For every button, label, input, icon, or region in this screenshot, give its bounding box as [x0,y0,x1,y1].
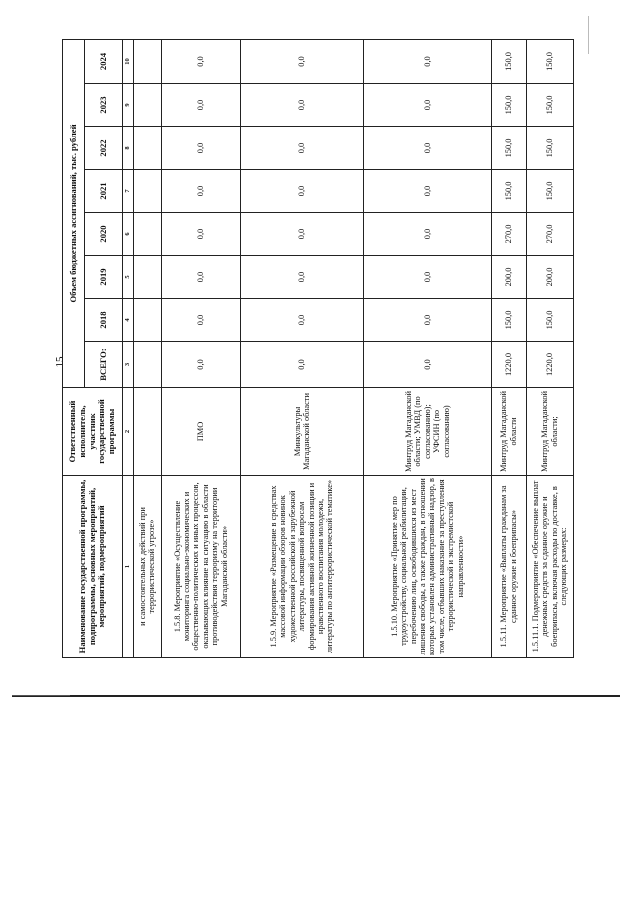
value-year: 270,0 [526,213,573,256]
value-year: 150,0 [491,39,526,83]
value-total: 0,0 [161,342,240,388]
value-total: 1220,0 [526,342,573,388]
header-year: 2024 [85,39,123,83]
value-year: 150,0 [491,299,526,342]
value-year: 200,0 [491,256,526,299]
header-executor: Ответственный исполнитель, участник государственной программы [63,388,123,476]
header-total: ВСЕГО: [85,342,123,388]
header-year: 2020 [85,213,123,256]
value-year: 150,0 [526,299,573,342]
header-year: 2023 [85,84,123,127]
row-name: и самостоятельных действий при террористической угрозе» [134,476,162,658]
value-year: 0,0 [161,299,240,342]
header-year: 2019 [85,256,123,299]
value-year: 150,0 [491,170,526,213]
table-row [134,39,162,657]
row-executor: Минкультуры Магаданской области [240,388,363,476]
value-year: 0,0 [240,170,363,213]
row-name: 1.5.8. Мероприятие «Осуществление мониторинга социально-экономических и общественно-политических и иных процессов, оказывающих влияние на ситуацию в области противодействия терроризму на территории Магаданской области» [161,476,240,658]
table-row [240,39,363,657]
value-year: 0,0 [364,127,492,170]
rotated-table-wrapper [62,40,574,658]
row-executor: Минтруд Магаданской области; [526,388,573,476]
value-year: 270,0 [491,213,526,256]
column-number: 4 [123,299,134,342]
value-year: 0,0 [161,84,240,127]
value-year: 0,0 [364,299,492,342]
budget-table [62,39,574,658]
value-year: 0,0 [240,213,363,256]
column-number: 9 [123,84,134,127]
value-year: 0,0 [161,213,240,256]
value-year [134,170,162,213]
row-name: 1.5.9. Мероприятие «Размещение в средствах массовой информации обзоров новинок художественной российской и зарубежной литературы, посвященной вопросам формирования активной жизненной позиции и нравственного воспитания молодежи, литературы по антитеррористической тематике» [240,476,363,658]
column-number: 6 [123,213,134,256]
value-year: 150,0 [491,84,526,127]
value-year [134,256,162,299]
page-divider [12,695,620,697]
page-number: 15 [54,356,66,368]
value-year: 150,0 [526,127,573,170]
column-number: 1 [123,476,134,658]
column-number: 8 [123,127,134,170]
value-year: 150,0 [526,84,573,127]
column-number: 2 [123,388,134,476]
value-year: 0,0 [240,256,363,299]
value-year: 150,0 [491,127,526,170]
value-year: 0,0 [161,39,240,83]
header-year: 2021 [85,170,123,213]
header-year: 2022 [85,127,123,170]
value-year [134,299,162,342]
value-year: 200,0 [526,256,573,299]
margin-rule [588,16,589,54]
row-name: 1.5.11.1. Подмероприятие «Обеспечение выплат денежных средств за сданное оружие и боеприпасы, включая расходы по доставке, в следующих размерах: [526,476,573,658]
table-row [526,39,573,657]
row-name: 1.5.11. Мероприятие «Выплаты гражданам за сданное оружие и боеприпасы» [491,476,526,658]
value-year: 0,0 [364,256,492,299]
value-total: 0,0 [364,342,492,388]
row-executor: ПМО [161,388,240,476]
value-year: 0,0 [364,213,492,256]
header-budget-group: Объем бюджетных ассигнований, тыс. рублей [63,39,85,387]
value-year: 0,0 [364,39,492,83]
table-row [491,39,526,657]
value-year [134,127,162,170]
column-number: 10 [123,39,134,83]
value-year [134,39,162,83]
value-year: 0,0 [161,256,240,299]
value-year: 0,0 [161,127,240,170]
value-year: 0,0 [364,84,492,127]
column-number: 5 [123,256,134,299]
value-year [134,213,162,256]
value-year: 0,0 [240,39,363,83]
header-year: 2018 [85,299,123,342]
column-number: 7 [123,170,134,213]
row-executor: Минтруд Магаданской области [491,388,526,476]
value-year [134,84,162,127]
column-number: 3 [123,342,134,388]
value-year: 150,0 [526,39,573,83]
header-name: Наименование государственной программы, подпрограммы, основных мероприятий, мероприятий, подмероприятий [63,476,123,658]
row-executor [134,388,162,476]
value-total: 0,0 [240,342,363,388]
value-year: 0,0 [161,170,240,213]
value-year: 0,0 [240,127,363,170]
value-year: 0,0 [240,84,363,127]
table-row [161,39,240,657]
value-year: 0,0 [240,299,363,342]
value-year: 150,0 [526,170,573,213]
table-row [364,39,492,657]
value-total [134,342,162,388]
row-executor: Минтруд Магаданской области; УМВД (по согласованию); УФСИН (по согласованию) [364,388,492,476]
value-year: 0,0 [364,170,492,213]
value-total: 1220,0 [491,342,526,388]
row-name: 1.5.10. Мероприятие «Принятие мер по трудоустройству, социальной реабилитации, перебочению лиц, освободившихся из мест лишения свободы, а также граждан, в отношении которых установлен административный надзор, в том числе, отбывших наказание за преступления террористической и экстремистской направленности» [364,476,492,658]
column-number-row [123,39,134,657]
page-divider-left [12,695,70,696]
